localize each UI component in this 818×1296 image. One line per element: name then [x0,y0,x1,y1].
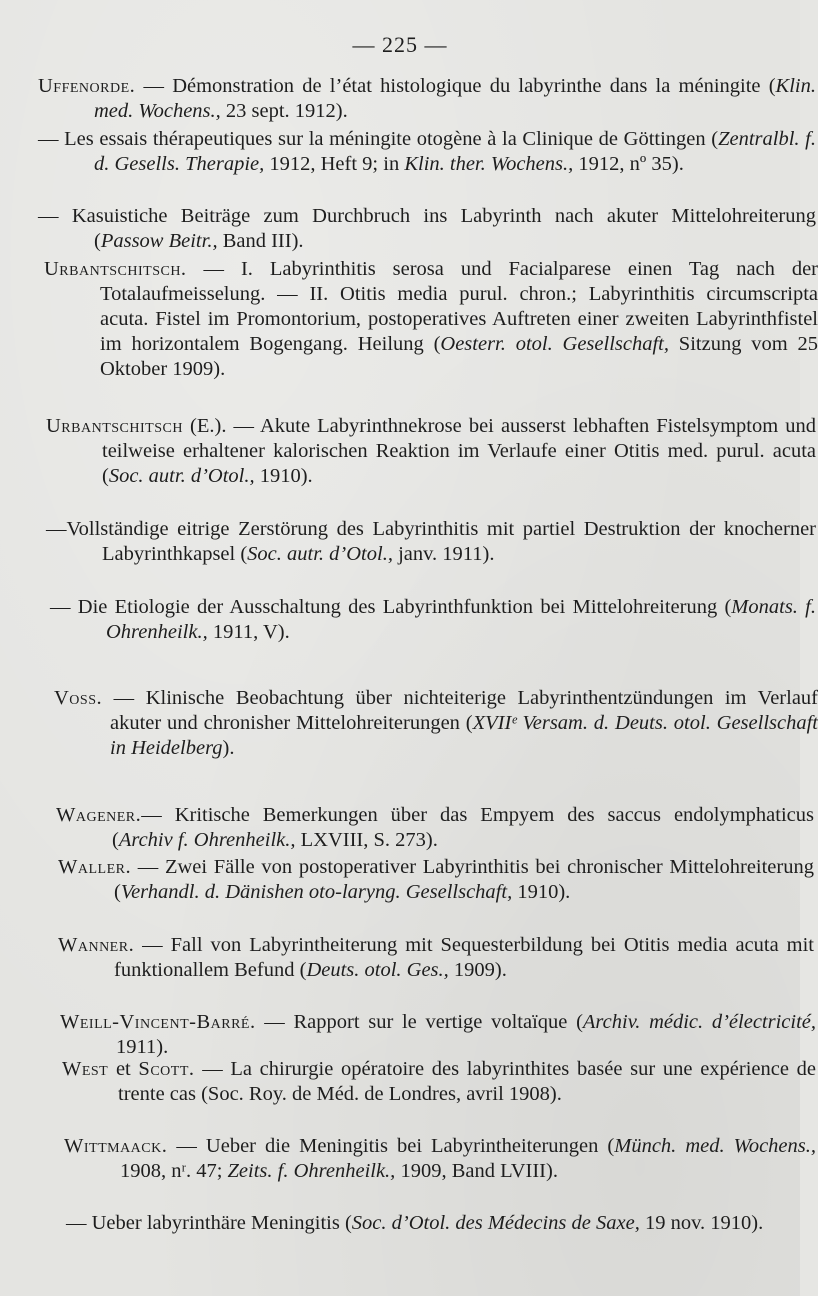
entry-journal-2: Klin. ther. Wochens., [404,153,574,175]
author-name: Voss. [54,687,103,709]
entry-text-end: 1909, Band LVIII). [395,1160,558,1182]
entry-text: Die Etiologie der Ausschaltung des Labyrinthfunktion bei Mittelohreiterung ( [77,596,732,618]
entry-text-end: janv. 1911). [392,543,495,565]
entry-text: Kasuistiche Beiträge zum Durchbruch ins Labyrinth nach akuter Mittelohreiterung ( [71,205,817,252]
entry-journal: Archiv f. Ohrenheilk., [118,829,296,851]
entry-journal: Deuts. otol. Ges., [306,959,449,981]
entry-text: Ueber die Meningitis bei Labyrintheiterungen ( [205,1135,615,1157]
entry-text-end: 23 sept. 1912). [220,100,348,122]
entry-journal: Münch. med. Wochens., [614,1135,817,1157]
entry-dash: — [135,75,173,97]
bib-entry-uffenorde-2 [38,127,816,177]
entry-dash: — [102,687,146,709]
bib-entry-uffenorde [38,74,816,124]
entry-journal: Oesterr. otol. Gesellschaft, [440,333,669,355]
entry-dash: — [226,415,260,437]
entry-text-end: 1912, nº 35). [573,153,684,175]
entry-text-end: Sitzung vom 25 Oktober 1909). [100,333,818,380]
bib-entry-uffenorde-3 [38,204,816,254]
bib-entry-urbantschitsch-e-3 [50,595,816,645]
entry-text: Rapport sur le vertige voltaïque ( [293,1011,583,1033]
author-name: Wittmaack. [64,1135,168,1157]
bib-entry-west-scott [62,1057,816,1107]
entry-text: Zwei Fälle von postoperativer Labyrinthitis bei chronischer Mittelohreiterung ( [114,856,814,903]
entry-text-end: 19 nov. 1910). [639,1212,764,1234]
entry-dash: — [167,1135,206,1157]
entry-text-mid: 1908, nʳ. 47; [120,1160,228,1182]
author-name: Uffenorde. [38,75,136,97]
author-name: Urbantschitsch [46,415,183,437]
entry-dash: — [38,128,65,150]
entry-dash: — [66,1212,92,1234]
entry-journal: Archiv. médic. d’électricité, [582,1011,817,1033]
entry-text-end: 1910). [254,465,313,487]
entry-text: Démonstration de l’état histologique du labyrinthe dans la méningite ( [172,75,776,97]
entry-dash: — [50,596,78,618]
entry-journal: Klin. med. Wochens., [94,75,816,122]
entry-text-end: Band III). [217,230,304,252]
entry-journal: Soc. autr. d’Otol., [247,543,393,565]
entry-text: Fall von Labyrintheiterung mit Sequesterbildung bei Otitis media acuta mit funktionallem Befund ( [114,934,814,981]
entry-text-end: LXVIII, S. 273). [295,829,438,851]
entry-text: Vollständige eitrige Zerstörung des Labyrinthitis mit partiel Destruktion der knocherner Labyrinthkapsel ( [66,518,816,565]
entry-text: La chirurgie opératoire des labyrinthites basée sur une expérience de trente cas (Soc. Roy. de Méd. de Londres, avril 1908). [118,1058,816,1105]
author-conjunction: et [108,1058,139,1080]
entry-text-end: 1911, V). [207,621,290,643]
entry-journal: Monats. f. Ohrenheilk., [106,596,816,643]
entry-dash: — [186,258,241,280]
bib-entry-urbantschitsch-e-2 [46,517,816,567]
author-name: Weill-Vincent-Barré. [60,1011,256,1033]
entry-text: Ueber labyrinthäre Meningitis ( [91,1212,352,1234]
entry-text: I. Labyrinthitis serosa und Facialparese einen Tag nach der Totalaufmeisselung. — II. Otitis media purul. chron.; Labyrinthitis circumscripta acuta. Fistel im Promontorium, postoperatives Auftreten einer zweiten Labyrinthfistel im horizontalem Bogengang. Heilung ( [100,258,818,355]
page-number: — 225 — [352,32,448,57]
entry-dash: — [194,1058,231,1080]
entry-journal: Zentralbl. f. d. Gesells. Therapie, [94,128,817,175]
entry-text-end: 1909). [448,959,507,981]
entry-journal-2: Zeits. f. Ohrenheilk., [227,1160,396,1182]
bib-entry-weill-vincent-barre [60,1010,816,1060]
entry-journal: XVIIᵉ Versam. d. Deuts. otol. Gesellschaft in Heidelberg [110,712,818,759]
entry-text: Les essais thérapeutiques sur la méningite otogène à la Clinique de Göttingen ( [64,128,719,150]
entry-dash: — [134,934,171,956]
entry-text: Kritische Bemerkungen über das Empyem des saccus endolymphaticus ( [112,804,814,851]
author-name: Wagener. [56,804,142,826]
author-name-2: Scott. [138,1058,195,1080]
entry-dash: — [141,804,175,826]
bib-entry-wittmaack-2 [66,1211,818,1236]
author-name: Urbantschitsch. [44,258,187,280]
entry-text: Klinische Beobachtung über nichteiterige Labyrinthentzündungen im Verlauf akuter und chronisher Mittelohreiterungen ( [110,687,818,734]
author-name: Wanner. [58,934,135,956]
bib-entry-wanner [58,933,814,983]
entry-text-end: ). [222,737,235,759]
entry-journal: Passow Beitr., [100,230,218,252]
entry-journal: Soc. autr. d’Otol., [108,465,255,487]
entry-dash: — [131,856,165,878]
entry-journal: Verhandl. d. Dänishen oto-laryng. Gesellschaft, [120,881,513,903]
entry-text-end: 1911). [116,1036,169,1058]
bib-entry-voss [54,686,818,761]
entry-dash: — [38,205,72,227]
entry-text: Akute Labyrinthnekrose bei ausserst lebhaften Fistelsymptom und teilweise erhaltener kalorischen Reaktion im Verlaufe einer Otitis med. purul. acuta ( [102,415,816,487]
bib-entry-urbantschitsch [44,257,818,382]
entry-journal: Soc. d’Otol. des Médecins de Saxe, [351,1212,640,1234]
bib-entry-urbantschitsch-e [46,414,816,489]
bib-entry-wittmaack [64,1134,816,1184]
entry-text-mid: 1912, Heft 9; in [264,153,405,175]
entry-dash: — [255,1011,294,1033]
author-name: West [62,1058,109,1080]
entry-text-end: 1910). [512,881,571,903]
entry-dash: — [46,518,67,540]
author-initial: (E.). [182,415,227,437]
bib-entry-waller [58,855,814,905]
bib-entry-wagener [56,803,814,853]
author-name: Waller. [58,856,132,878]
